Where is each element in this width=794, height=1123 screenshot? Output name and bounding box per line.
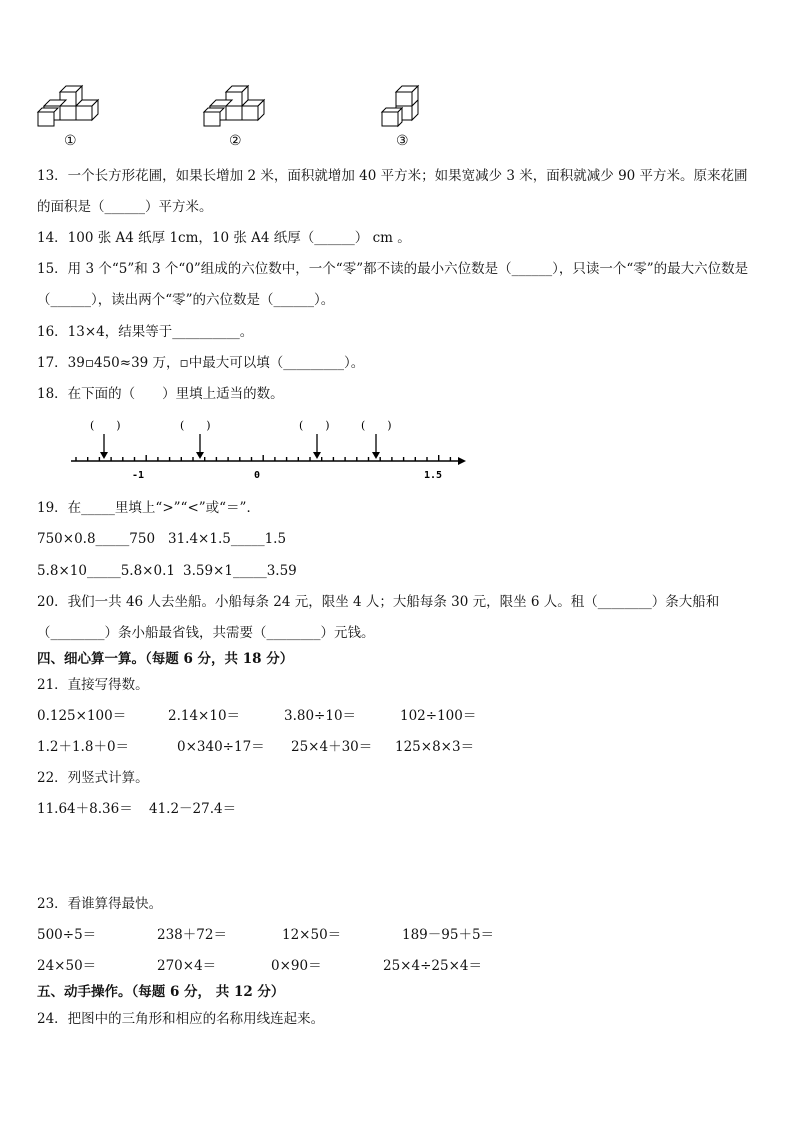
- tick-label-0: 0: [254, 470, 261, 481]
- q19-item: 5.8×10_____5.8×0.1: [37, 563, 175, 579]
- question-23: 23．看谁算得最快。: [37, 896, 163, 912]
- q21-item: 3.80÷10＝: [284, 708, 357, 724]
- q19-item: 750×0.8_____750: [37, 531, 156, 547]
- q23-item: 270×4＝: [157, 958, 217, 974]
- question-15-line-2: （______），读出两个“零”的六位数是（______）。: [37, 292, 335, 308]
- q23-item: 189－95＋5＝: [402, 927, 495, 943]
- q19-item: 3.59×1_____3.59: [183, 563, 297, 579]
- cube-figure-1: [36, 84, 106, 130]
- tick-label-minus-1: -1: [132, 470, 145, 481]
- question-21: 21．直接写得数。: [37, 677, 149, 693]
- question-13-line-1: 13．一个长方形花圃，如果长增加 2 米，面积就增加 40 平方米；如果宽减少 3 米，面积就减少 90 平方米。原来花圃: [37, 168, 748, 184]
- section-4-heading: 四、细心算一算。（每题 6 分，共 18 分）: [37, 651, 294, 667]
- question-22: 22．列竖式计算。: [37, 770, 149, 786]
- q23-item: 24×50＝: [37, 958, 97, 974]
- number-line-paren-2: ( ): [180, 419, 211, 432]
- q22-item: 11.64＋8.36＝: [37, 801, 133, 817]
- q21-item: 102÷100＝: [400, 708, 477, 724]
- cube-figure-2: [200, 84, 272, 130]
- q21-item: 25×4＋30＝: [291, 739, 373, 755]
- question-24: 24．把图中的三角形和相应的名称用线连起来。: [37, 1011, 325, 1027]
- question-13-line-2: 的面积是（______）平方米。: [37, 199, 213, 215]
- number-line-paren-3: ( ): [299, 419, 330, 432]
- q21-item: 1.2＋1.8＋0＝: [37, 739, 130, 755]
- number-line-paren-4: ( ): [361, 419, 392, 432]
- figure-label-1: ①: [64, 133, 77, 149]
- number-line: [66, 414, 470, 484]
- question-17: 17．39▫450≈39 万，▫中最大可以填（_________）。: [37, 355, 365, 371]
- q23-item: 238＋72＝: [157, 927, 227, 943]
- number-line-paren-1: ( ): [90, 419, 121, 432]
- q23-item: 12×50＝: [282, 927, 342, 943]
- q22-item: 41.2－27.4＝: [149, 801, 237, 817]
- question-19: 19．在_____里填上“>”“<”或“＝”．: [37, 500, 260, 516]
- question-18: 18．在下面的（ ）里填上适当的数。: [37, 386, 284, 402]
- question-15-line-1: 15．用 3 个“5”和 3 个“0”组成的六位数中，一个“零”都不读的最小六位数是（______），只读一个“零”的最大六位数是: [37, 261, 749, 277]
- q21-item: 0×340÷17＝: [177, 739, 265, 755]
- cube-figure-3: [378, 84, 430, 130]
- q23-item: 500÷5＝: [37, 927, 97, 943]
- section-5-heading: 五、动手操作。（每题 6 分， 共 12 分）: [37, 984, 285, 1000]
- figure-label-2: ②: [229, 133, 242, 149]
- question-20-line-2: （________）条小船最省钱，共需要（________）元钱。: [37, 625, 375, 641]
- q21-item: 0.125×100＝: [37, 708, 127, 724]
- tick-label-1-5: 1.5: [424, 470, 443, 481]
- figure-label-3: ③: [396, 133, 409, 149]
- q21-item: 125×8×3＝: [395, 739, 475, 755]
- q19-item: 31.4×1.5_____1.5: [168, 531, 287, 547]
- question-20-line-1: 20．我们一共 46 人去坐船。小船每条 24 元，限坐 4 人；大船每条 30 元，限坐 6 人。租（________）条大船和: [37, 594, 720, 610]
- question-16: 16．13×4，结果等于__________。: [37, 324, 254, 340]
- q23-item: 0×90＝: [271, 958, 322, 974]
- q23-item: 25×4÷25×4＝: [383, 958, 482, 974]
- question-14: 14．100 张 A4 纸厚 1cm，10 张 A4 纸厚（______） cm 。: [37, 230, 411, 246]
- q21-item: 2.14×10＝: [168, 708, 241, 724]
